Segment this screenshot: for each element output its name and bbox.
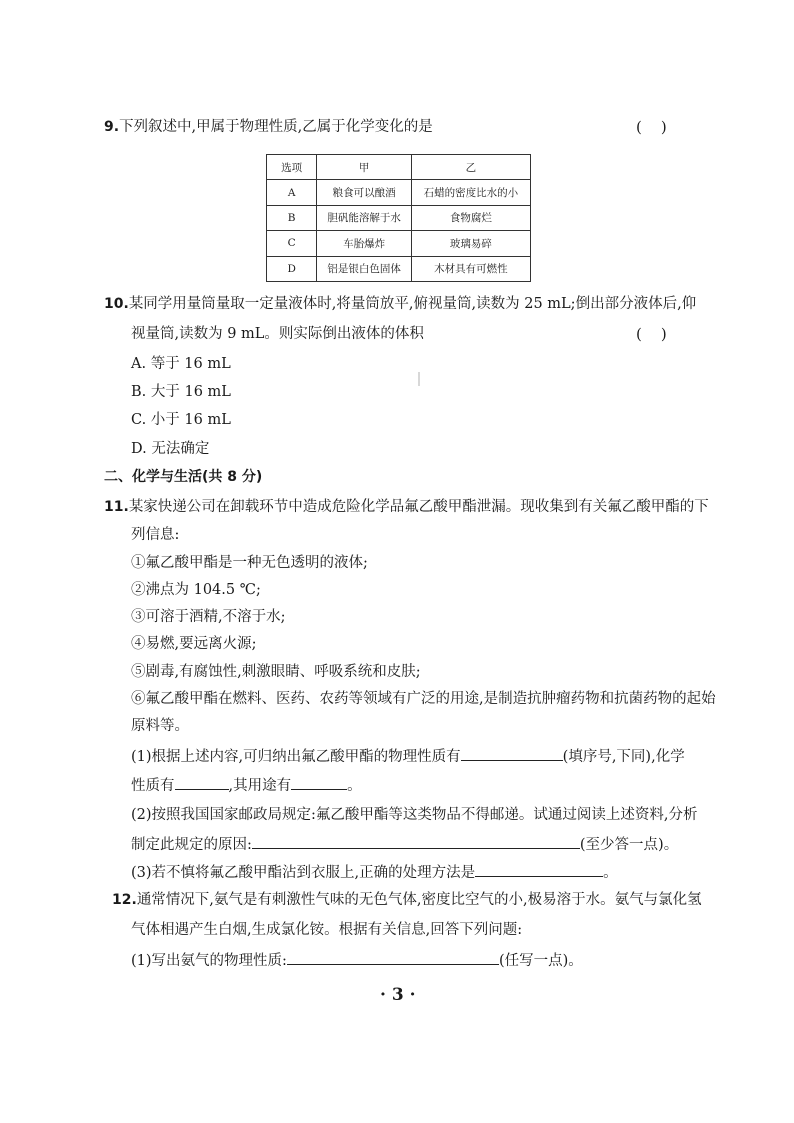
table-cell: 玻璃易碎 bbox=[411, 231, 530, 256]
question-10-option-a: A. 等于 16 mL bbox=[131, 356, 231, 372]
question-11-part-1-cont bbox=[131, 775, 362, 796]
question-11-part-2-cont bbox=[131, 834, 678, 855]
question-11-part-1-text: (填序号,下同),化学 bbox=[562, 749, 685, 765]
question-12-part-1 bbox=[131, 950, 583, 971]
question-11-part-2-text: (至少答一点)。 bbox=[579, 837, 679, 853]
question-11-info-2: ②沸点为 104.5 ℃; bbox=[131, 582, 261, 598]
answer-blank[interactable] bbox=[175, 775, 229, 790]
question-10-answer-blank[interactable]: ( ) bbox=[636, 325, 667, 343]
question-12-part-1-text: (任写一点)。 bbox=[498, 953, 583, 969]
answer-blank[interactable] bbox=[461, 746, 563, 761]
question-11-stem-line2: 列信息: bbox=[131, 527, 180, 543]
table-row bbox=[267, 205, 531, 230]
table-cell: B bbox=[267, 205, 317, 230]
question-9-stem bbox=[104, 117, 433, 137]
question-10-stem-line2: 视量筒,读数为 9 mL。则实际倒出液体的体积 bbox=[131, 326, 424, 342]
question-10-option-d: D. 无法确定 bbox=[131, 441, 210, 457]
question-11-part-3-text: (3)若不慎将氟乙酸甲酯沾到衣服上,正确的处理方法是 bbox=[131, 865, 476, 881]
question-11-part-1-text: ,其用途有 bbox=[228, 778, 292, 794]
question-11-part-3 bbox=[131, 862, 618, 883]
question-11-text: 某家快递公司在卸载环节中造成危险化学品氟乙酸甲酯泄漏。现收集到有关氟乙酸甲酯的下 bbox=[128, 499, 709, 515]
question-9-options-table bbox=[266, 154, 531, 282]
question-11-part-1-text: (1)根据上述内容,可归纳出氟乙酸甲酯的物理性质有 bbox=[131, 749, 461, 765]
table-cell: 铝是银白色固体 bbox=[317, 256, 412, 281]
table-header-cell: 选项 bbox=[267, 155, 317, 180]
table-row bbox=[267, 180, 531, 205]
table-cell: 车胎爆炸 bbox=[317, 231, 412, 256]
question-12-stem-line1 bbox=[112, 890, 702, 910]
table-header-row bbox=[267, 155, 531, 180]
question-11-info-3: ③可溶于酒精,不溶于水; bbox=[131, 609, 286, 625]
question-11-part-2: (2)按照我国国家邮政局规定:氟乙酸甲酯等这类物品不得邮递。试通过阅读上述资料,分析 bbox=[131, 807, 698, 823]
question-12-part-1-text: (1)写出氨气的物理性质: bbox=[131, 953, 287, 969]
answer-blank[interactable] bbox=[475, 862, 603, 877]
section-2-title: 二、化学与生活(共 8 分) bbox=[104, 469, 263, 485]
question-10-number: 10. bbox=[104, 296, 129, 312]
question-11-part-1 bbox=[131, 746, 685, 767]
question-12-number: 12. bbox=[112, 892, 137, 908]
table-cell: 胆矾能溶解于水 bbox=[317, 205, 412, 230]
question-11-number: 11. bbox=[104, 499, 129, 515]
question-11-info-5: ⑤剧毒,有腐蚀性,刺激眼睛、呼吸系统和皮肤; bbox=[131, 664, 421, 680]
question-11-stem-line1 bbox=[104, 497, 709, 517]
table-cell: D bbox=[267, 256, 317, 281]
question-11-info-1: ①氟乙酸甲酯是一种无色透明的液体; bbox=[131, 555, 368, 571]
question-11-part-1-text: 。 bbox=[347, 778, 362, 794]
question-9-number: 9. bbox=[104, 119, 120, 135]
question-12-stem-line2: 气体相遇产生白烟,生成氯化铵。根据有关信息,回答下列问题: bbox=[131, 922, 523, 938]
table-cell: 木材具有可燃性 bbox=[411, 256, 530, 281]
question-9-text: 下列叙述中,甲属于物理性质,乙属于化学变化的是 bbox=[119, 119, 433, 135]
question-11-info-4: ④易燃,要远离火源; bbox=[131, 636, 257, 652]
table-row bbox=[267, 231, 531, 256]
table-cell: C bbox=[267, 231, 317, 256]
question-9-answer-blank[interactable]: ( ) bbox=[636, 118, 667, 136]
table-header-cell: 甲 bbox=[317, 155, 412, 180]
question-11-part-1-text: 性质有 bbox=[131, 778, 175, 794]
question-11-info-6: ⑥氟乙酸甲酯在燃料、医药、农药等领域有广泛的用途,是制造抗肿瘤药物和抗菌药物的起始 bbox=[131, 691, 716, 707]
table-cell: 石蜡的密度比水的小 bbox=[411, 180, 530, 205]
question-11-part-3-text: 。 bbox=[603, 865, 618, 881]
question-11-info-6-cont: 原料等。 bbox=[131, 718, 189, 734]
table-cell: 粮食可以酿酒 bbox=[317, 180, 412, 205]
answer-blank[interactable] bbox=[252, 834, 580, 849]
table-cell: A bbox=[267, 180, 317, 205]
question-10-option-b: B. 大于 16 mL bbox=[131, 384, 231, 400]
question-10-text: 某同学用量筒量取一定量液体时,将量筒放平,俯视量筒,读数为 25 mL;倒出部分液体后,仰 bbox=[128, 296, 697, 312]
scan-mark bbox=[418, 372, 420, 386]
question-12-text: 通常情况下,氨气是有刺激性气味的无色气体,密度比空气的小,极易溶于水。氨气与氯化氢 bbox=[136, 892, 702, 908]
question-11-part-2-text: 制定此规定的原因: bbox=[131, 837, 252, 853]
answer-blank[interactable] bbox=[291, 775, 347, 790]
page-number: · 3 · bbox=[380, 985, 416, 1005]
question-10-option-c: C. 小于 16 mL bbox=[131, 412, 231, 428]
table-cell: 食物腐烂 bbox=[411, 205, 530, 230]
question-10-stem-line1 bbox=[104, 294, 696, 314]
table-row bbox=[267, 256, 531, 281]
answer-blank[interactable] bbox=[287, 950, 499, 965]
table-header-cell: 乙 bbox=[411, 155, 530, 180]
